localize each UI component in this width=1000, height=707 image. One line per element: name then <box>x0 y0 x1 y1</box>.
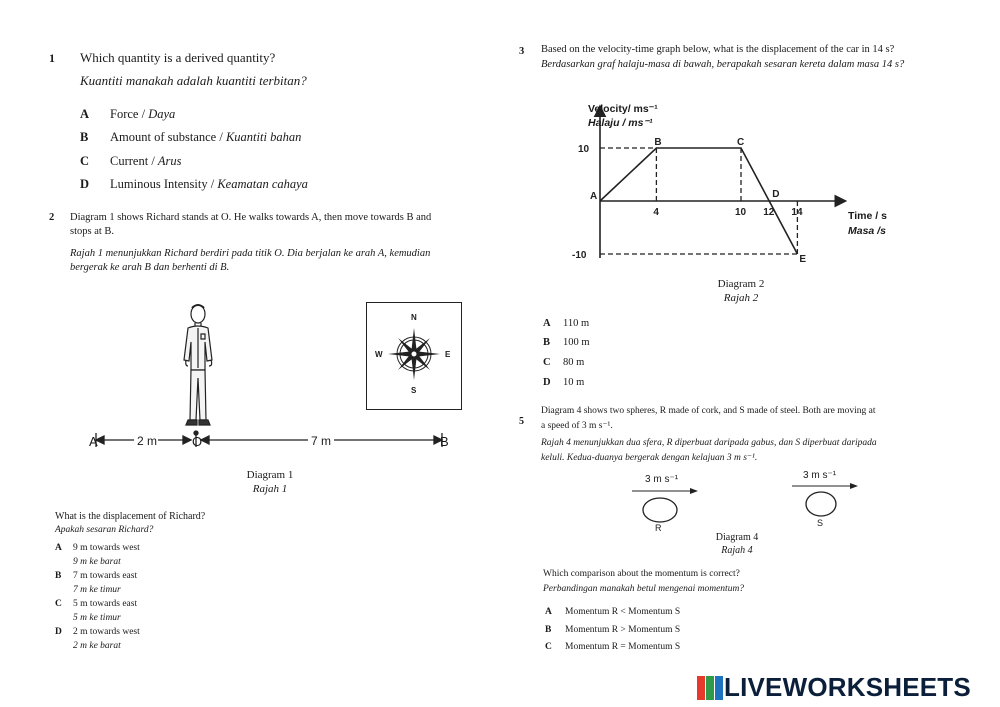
x-tick-label-10: 10 <box>735 207 747 218</box>
graph-ylabel-ms: Halaju / ms⁻¹ <box>588 117 653 129</box>
point-label-c: C <box>737 137 745 148</box>
q5-text-ms-1: Rajah 4 menunjukkan dua sfera, R diperbuat daripada gabus, dan S diperbuat daripada <box>541 438 877 448</box>
q5-text-ms-2: keluli. Kedua-duanya bergerak dengan kelajuan 3 m s⁻¹. <box>541 453 758 463</box>
diagram2-caption-ms: Rajah 2 <box>723 292 759 304</box>
q3-number: 3 <box>519 46 525 57</box>
compass-west-label: W <box>375 350 383 359</box>
q5-text-en-1: Diagram 4 shows two spheres, R made of cork, and S made of steel. Both are moving at <box>541 406 876 416</box>
q3-text-ms: Berdasarkan graf halaju-masa di bawah, berapakah sesaran kereta dalam masa 14 s? <box>541 59 905 70</box>
sphere-r <box>640 496 680 526</box>
x-tick-label-4: 4 <box>653 207 659 218</box>
q2-question-ms: Apakah sesaran Richard? <box>55 525 154 535</box>
diagram4-caption-ms: Rajah 4 <box>721 545 753 556</box>
x-tick-label-12: 12 <box>763 207 775 218</box>
sphere-s-speed: 3 m s⁻¹ <box>803 470 837 481</box>
sphere-s <box>803 490 839 520</box>
q5-number: 5 <box>519 416 524 427</box>
point-label-d: D <box>772 189 780 200</box>
sphere-r-arrow <box>630 486 700 496</box>
graph-xlabel-ms: Masa /s <box>848 225 886 237</box>
q2-number: 2 <box>49 212 55 223</box>
q2-text-en-1: Diagram 1 shows Richard stands at O. He walks towards A, then move towards B and <box>70 212 432 223</box>
q1-number: 1 <box>49 51 55 65</box>
graph-xlabel-en: Time / s <box>848 210 887 222</box>
diagram1-caption-ms: Rajah 1 <box>252 483 288 495</box>
graph-ylabel-en: Velocity/ ms⁻¹ <box>588 103 658 115</box>
q2-text-en-2: stops at B. <box>70 226 115 237</box>
point-label-e: E <box>799 254 807 265</box>
brand-wordmark: LIVEWORKSHEETS <box>724 672 971 702</box>
q2-question-en: What is the displacement of Richard? <box>55 511 206 522</box>
q1-text-ms: Kuantiti manakah adalah kuantiti terbitan? <box>80 73 307 88</box>
compass-rose-icon <box>386 326 442 382</box>
person-icon <box>176 302 222 430</box>
q5-question-ms: Perbandingan manakah betul mengenai momentum? <box>543 584 745 594</box>
diagram1-caption: Diagram 1 <box>246 469 294 481</box>
sphere-r-speed: 3 m s⁻¹ <box>645 474 679 485</box>
compass-north-label: N <box>411 313 417 322</box>
compass-south-label: S <box>411 386 417 395</box>
y-tick-label-10: 10 <box>578 144 590 155</box>
point-b-label: B <box>440 434 449 449</box>
q5-text-en-2: a speed of 3 m s⁻¹. <box>541 421 613 431</box>
point-a-label: A <box>89 434 98 449</box>
point-label-a: A <box>590 191 598 202</box>
q1-text-en: Which quantity is a derived quantity? <box>80 50 276 65</box>
q5-question-en: Which comparison about the momentum is correct? <box>543 569 740 579</box>
sphere-s-label: S <box>817 518 824 528</box>
point-label-b: B <box>654 137 662 148</box>
diagram2-caption: Diagram 2 <box>717 278 765 290</box>
liveworksheets-logo-icon <box>697 676 723 700</box>
point-o-label: O <box>192 434 203 449</box>
y-tick-label-neg10: -10 <box>572 250 587 261</box>
q3-text-en: Based on the velocity-time graph below, what is the displacement of the car in 14 s? <box>541 44 895 55</box>
q2-text-ms-1: Rajah 1 menunjukkan Richard berdiri pada titik O. Dia berjalan ke arah A, kemudian <box>70 248 431 259</box>
x-tick-label-14: 14 <box>791 207 803 218</box>
compass-east-label: E <box>445 350 451 359</box>
q2-text-ms-2: bergerak ke arah B dan berhenti di B. <box>70 262 230 273</box>
sphere-r-label: R <box>655 523 662 533</box>
diagram4-caption: Diagram 4 <box>715 532 759 543</box>
distance-ob-label: 7 m <box>311 434 332 448</box>
distance-ao-label: 2 m <box>137 434 158 448</box>
